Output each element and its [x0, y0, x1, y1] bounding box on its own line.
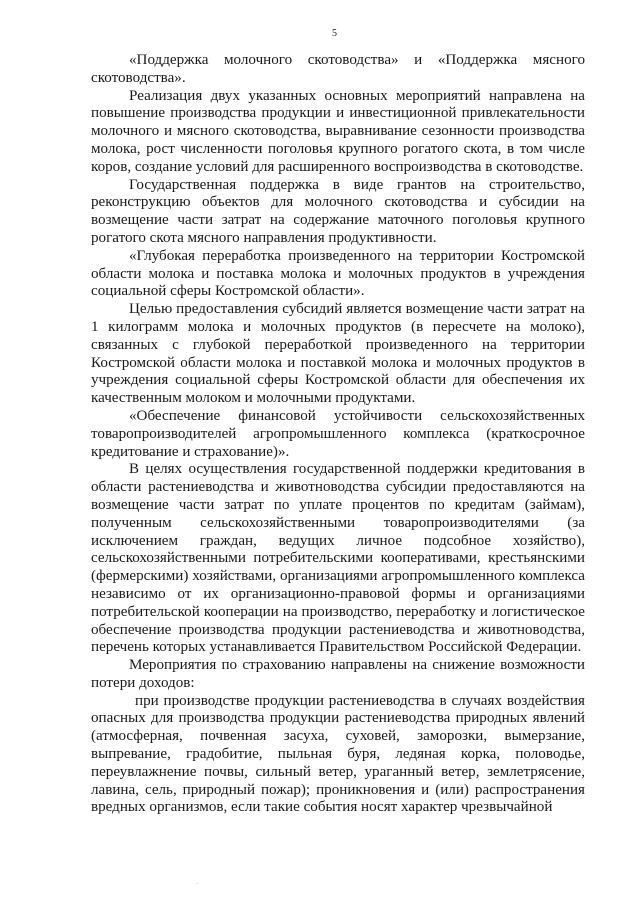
paragraph-subsidy-purpose: Целью предоставления субсидий является возмещение части затрат на 1 килограмм молока и молочных продуктов (в пересчете на молоко), связанных с глубокой переработкой произведенного на территории Костромской области молока и поставкой молока и молочных продуктов в учреждения социальной сферы Костромской области для обеспечения их качественным молоком и молочными продуктами. [91, 301, 585, 407]
paragraph-credit-support: В целях осуществления государственной поддержки кредитования в области растениеводства и животноводства субсидии предоставляются на возмещение части затрат по уплате процентов по кредитам (займам), полученным сельскохозяйственными товаропроизводителями (за исключением граждан, ведущих личное подсобное хозяйство), сельскохозяйственными потребительскими кооперативами, крестьянскими (фермерскими) хозяйствами, организациями агропромышленного комплекса независимо от их организационно-правовой формы и организациями потребительской кооперации на производство, переработку и логистическое обеспечение производства продукции растениеводства и животноводства, перечень которых устанавливается Правительством Российской Федерации. [91, 461, 585, 656]
scan-mark: · [196, 880, 199, 888]
page-number: 5 [332, 28, 337, 39]
paragraph-deep-processing-title: «Глубокая переработка произведенного на территории Костромской области молока и поставка молока и молочных продуктов в учреждения социальной сферы Костромской области». [91, 247, 585, 300]
paragraph-insurance-measures: Мероприятия по страхованию направлены на снижение возможности потери доходов: [91, 657, 585, 691]
paragraph-crop-production-risks: при производстве продукции растениеводства в случаях воздействия опасных для производства продукции растениеводства природных явлений (атмосферная, почвенная засуха, суховей, заморозки, вымерзание, выпревание, градобитие, пыльная буря, ледяная корка, половодье, переувлажнение почвы, сильный ветер, ураганный ветер, землетрясение, лавина, сель, природный пожар); проникновения и (или) распространения вредных организмов, если такие события носят характер чрезвычайной [91, 692, 585, 816]
paragraph-financial-stability-title: «Обеспечение финансовой устойчивости сельскохозяйственных товаропроизводителей агропромышленного комплекса (краткосрочное кредитование и страхование)». [91, 407, 585, 460]
paragraph-implementation: Реализация двух указанных основных мероприятий направлена на повышение производства продукции и инвестиционной привлекательности молочного и мясного скотоводства, выравнивание сезонности производства молока, рост численности поголовья крупного рогатого скота, в том числе коров, создание условий для расширенного воспроизводства в скотоводстве. [91, 87, 585, 175]
paragraph-dairy-meat-support: «Поддержка молочного скотоводства» и «Поддержка мясного скотоводства». [91, 52, 585, 86]
paragraph-state-support-grants: Государственная поддержка в виде грантов на строительство, реконструкцию объектов для молочного скотоводства и субсидии на возмещение части затрат на содержание маточного поголовья крупного рогатого скота мясного направления продуктивности. [91, 176, 585, 246]
document-body [91, 52, 585, 817]
